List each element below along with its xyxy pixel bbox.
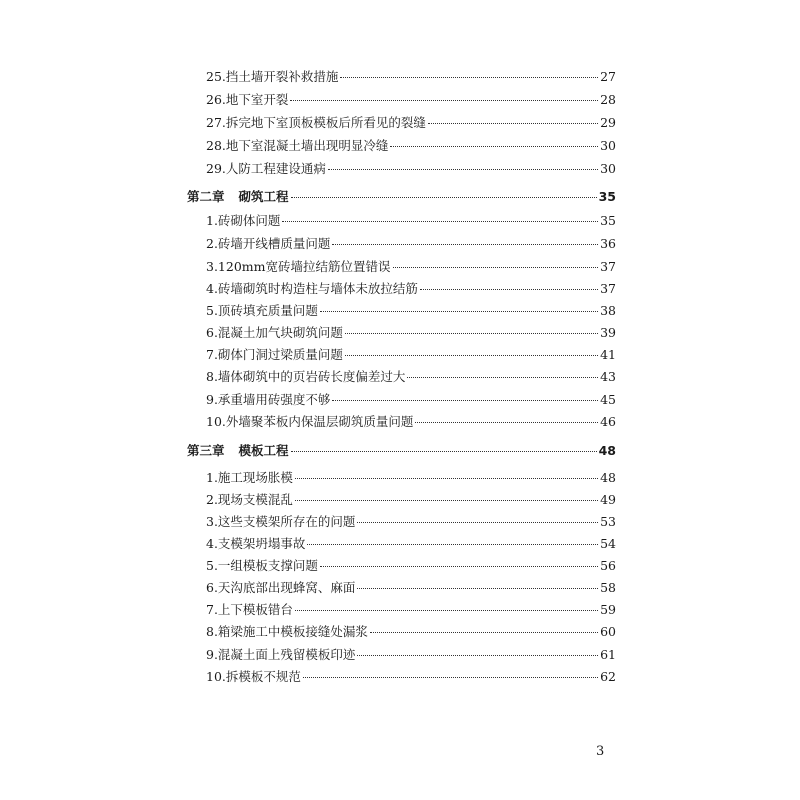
- toc-item-row: [206, 577, 616, 599]
- toc-item-row: [206, 210, 616, 232]
- page-ref: 45: [600, 392, 616, 407]
- page-ref: 35: [600, 213, 616, 228]
- item-title: 10.外墙聚苯板内保温层砌筑质量问题: [206, 414, 414, 429]
- page-number: 3: [596, 744, 605, 759]
- toc-item-row: [206, 300, 616, 322]
- toc-item-row: [206, 555, 616, 577]
- chapter-number: 第三章: [187, 443, 225, 458]
- page-ref: 46: [600, 414, 616, 429]
- dot-leader: [357, 588, 598, 589]
- page-ref: 43: [600, 369, 616, 384]
- page-ref: 29: [600, 115, 616, 130]
- item-title: 4.支模架坍塌事故: [206, 536, 306, 551]
- page-ref: 48: [600, 470, 616, 485]
- item-title: 3.120mm宽砖墙拉结筋位置错误: [206, 259, 391, 274]
- page-ref: 53: [600, 514, 616, 529]
- toc-item-row: [206, 666, 616, 688]
- page-ref: 30: [600, 138, 616, 153]
- item-title: 9.混凝土面上残留模板印迹: [206, 647, 356, 662]
- toc-item-row: [206, 533, 616, 555]
- dot-leader: [357, 522, 598, 523]
- item-title: 4.砖墙砌筑时构造柱与墙体未放拉结筋: [206, 281, 418, 296]
- toc-item-row: [206, 489, 616, 511]
- item-title: 2.现场支模混乱: [206, 492, 293, 507]
- page-ref: 61: [600, 647, 616, 662]
- dot-leader: [420, 289, 598, 290]
- toc-item-row: [206, 599, 616, 621]
- toc-item-row: [206, 233, 616, 255]
- dot-leader: [291, 197, 597, 198]
- item-title: 28.地下室混凝土墙出现明显冷缝: [206, 138, 389, 153]
- item-title: 29.人防工程建设通病: [206, 161, 326, 176]
- dot-leader: [393, 267, 599, 268]
- item-title: 3.这些支模架所存在的问题: [206, 514, 356, 529]
- toc-chapter-row: [187, 440, 616, 462]
- toc-item-row: [206, 135, 616, 157]
- page-ref: 36: [600, 236, 616, 251]
- toc-item-row: [206, 644, 616, 666]
- toc-item-row: [206, 621, 616, 643]
- page-ref: 38: [600, 303, 616, 318]
- page-ref: 30: [600, 161, 616, 176]
- dot-leader: [428, 123, 598, 124]
- item-title: 2.砖墙开线槽质量问题: [206, 236, 331, 251]
- dot-leader: [357, 655, 598, 656]
- page-ref: 62: [600, 669, 616, 684]
- page-ref: 27: [600, 69, 616, 84]
- page-ref: 49: [600, 492, 616, 507]
- item-title: 9.承重墙用砖强度不够: [206, 392, 331, 407]
- page-ref: 37: [600, 281, 616, 296]
- page-ref: 48: [598, 443, 616, 458]
- toc-chapter-row: [187, 186, 616, 208]
- page-ref: 37: [600, 259, 616, 274]
- page-ref: 41: [600, 347, 616, 362]
- dot-leader: [307, 544, 598, 545]
- toc-item-row: [206, 66, 616, 88]
- dot-leader: [332, 400, 598, 401]
- chapter-title: 砌筑工程: [238, 189, 289, 204]
- page-ref: 39: [600, 325, 616, 340]
- dot-leader: [303, 677, 598, 678]
- dot-leader: [332, 244, 598, 245]
- dot-leader: [370, 632, 598, 633]
- dot-leader: [345, 333, 598, 334]
- page-ref: 58: [600, 580, 616, 595]
- toc-item-row: [206, 366, 616, 388]
- dot-leader: [291, 451, 597, 452]
- item-title: 6.混凝土加气块砌筑问题: [206, 325, 343, 340]
- toc-item-row: [206, 389, 616, 411]
- dot-leader: [345, 355, 598, 356]
- chapter-title: 模板工程: [238, 443, 289, 458]
- item-title: 1.施工现场胀模: [206, 470, 293, 485]
- page-ref: 35: [598, 189, 616, 204]
- item-title: 10.拆模板不规范: [206, 669, 301, 684]
- item-title: 25.挡土墙开裂补救措施: [206, 69, 339, 84]
- dot-leader: [340, 77, 598, 78]
- item-title: 8.箱梁施工中模板接缝处漏浆: [206, 624, 368, 639]
- dot-leader: [295, 610, 598, 611]
- dot-leader: [295, 478, 598, 479]
- dot-leader: [320, 311, 598, 312]
- item-title: 5.顶砖填充质量问题: [206, 303, 318, 318]
- toc-item-row: [206, 344, 616, 366]
- page-ref: 60: [600, 624, 616, 639]
- page-ref: 59: [600, 602, 616, 617]
- dot-leader: [328, 169, 598, 170]
- toc-item-row: [206, 322, 616, 344]
- item-title: 26.地下室开裂: [206, 92, 289, 107]
- toc-item-row: [206, 411, 616, 433]
- dot-leader: [320, 566, 598, 567]
- item-title: 5.一组模板支撑问题: [206, 558, 318, 573]
- page-ref: 56: [600, 558, 616, 573]
- dot-leader: [282, 221, 598, 222]
- item-title: 7.砌体门洞过梁质量问题: [206, 347, 343, 362]
- page-ref: 28: [600, 92, 616, 107]
- toc-item-row: [206, 256, 616, 278]
- dot-leader: [295, 500, 598, 501]
- dot-leader: [407, 377, 598, 378]
- page-ref: 54: [600, 536, 616, 551]
- item-title: 27.拆完地下室顶板模板后所看见的裂缝: [206, 115, 426, 130]
- toc-item-row: [206, 278, 616, 300]
- toc-item-row: [206, 112, 616, 134]
- item-title: 8.墙体砌筑中的页岩砖长度偏差过大: [206, 369, 406, 384]
- item-title: 1.砖砌体问题: [206, 213, 281, 228]
- item-title: 7.上下模板错台: [206, 602, 293, 617]
- toc-item-row: [206, 467, 616, 489]
- toc-item-row: [206, 511, 616, 533]
- dot-leader: [415, 422, 598, 423]
- dot-leader: [290, 100, 598, 101]
- chapter-number: 第二章: [187, 189, 225, 204]
- item-title: 6.天沟底部出现蜂窝、麻面: [206, 580, 356, 595]
- toc-item-row: [206, 158, 616, 180]
- dot-leader: [390, 146, 598, 147]
- toc-item-row: [206, 89, 616, 111]
